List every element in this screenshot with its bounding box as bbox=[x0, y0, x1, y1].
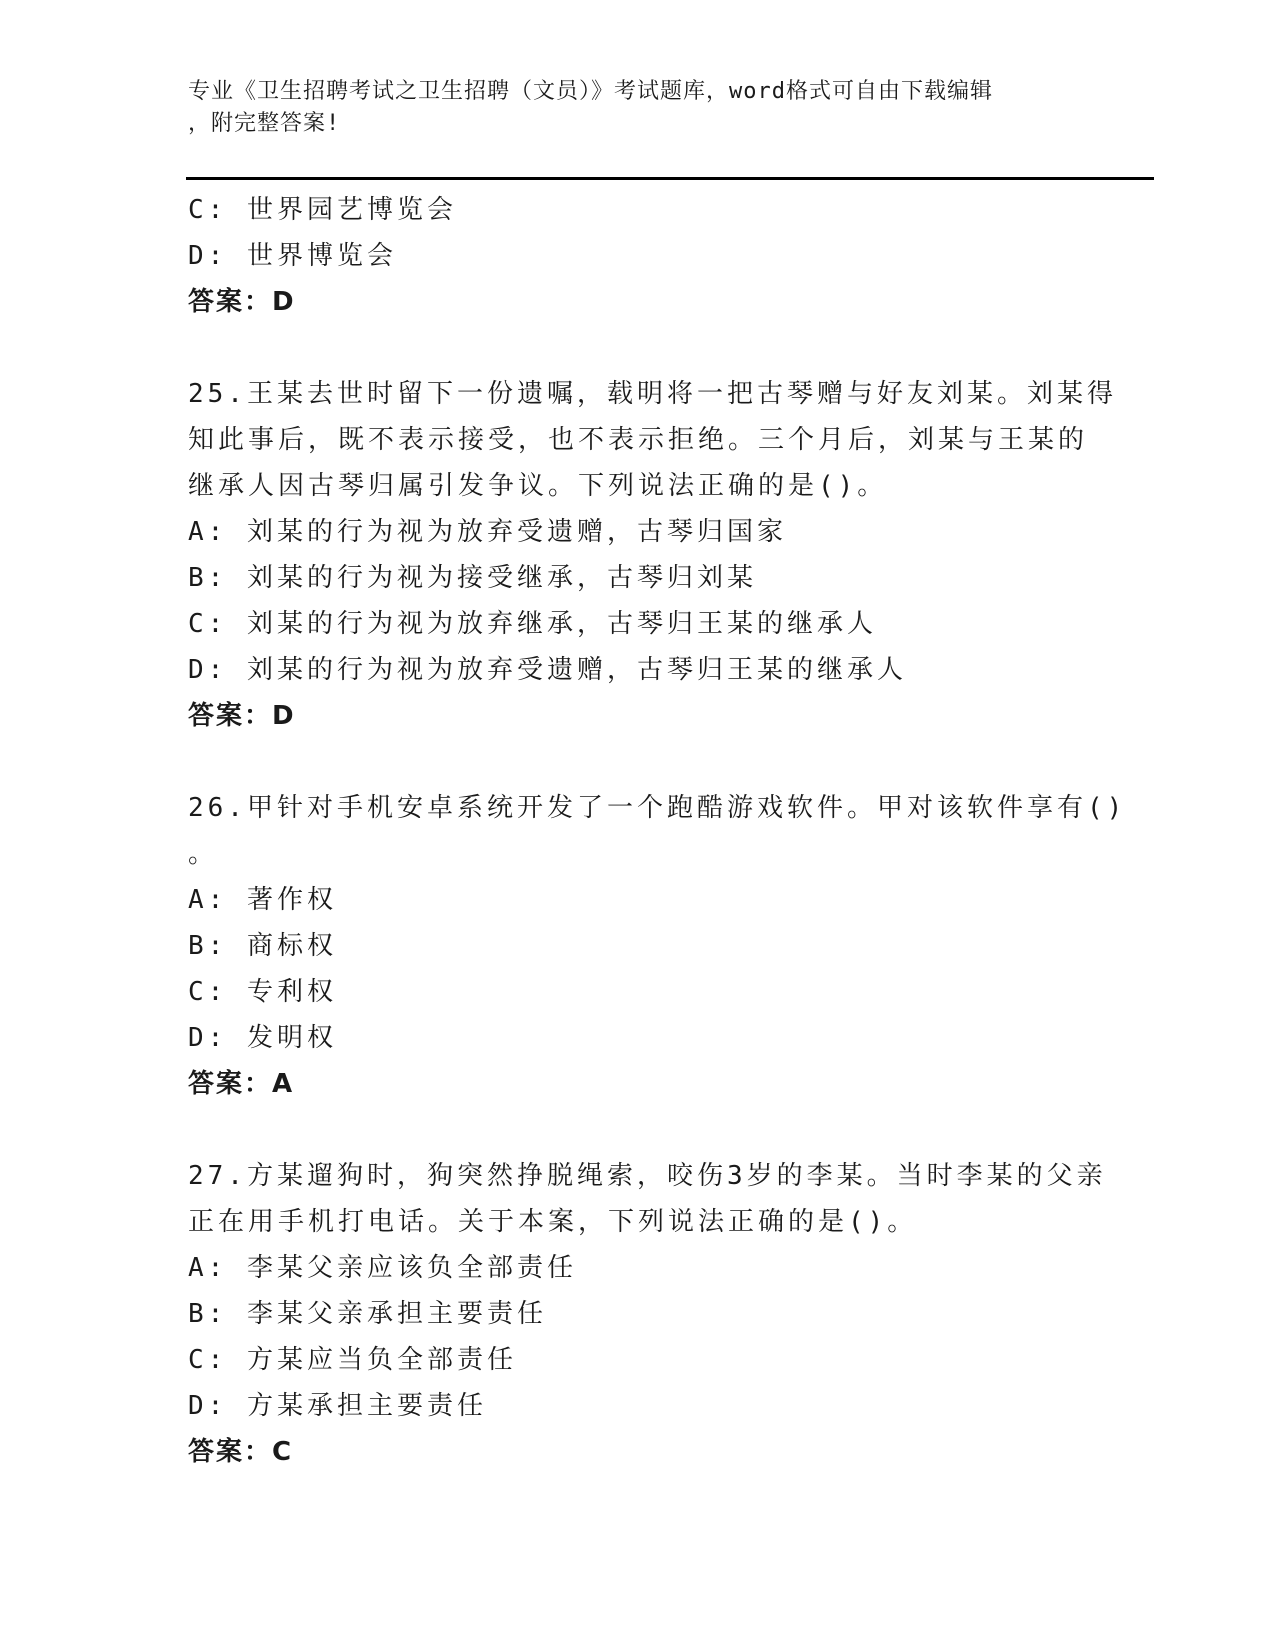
header-line-1: 专业《卫生招聘考试之卫生招聘（文员）》考试题库，word格式可自由下载编辑 bbox=[188, 79, 993, 104]
answer-line: 答案：D bbox=[188, 701, 296, 731]
option-c: C: 专利权 bbox=[188, 977, 337, 1007]
option-c: C: 世界园艺博览会 bbox=[188, 195, 457, 225]
option-b: B: 李某父亲承担主要责任 bbox=[188, 1299, 547, 1329]
option-b: B: 刘某的行为视为接受继承，古琴归刘某 bbox=[188, 563, 757, 593]
question-stem-line: 正在用手机打电话。关于本案，下列说法正确的是()。 bbox=[188, 1207, 918, 1237]
option-c: C: 方某应当负全部责任 bbox=[188, 1345, 517, 1375]
header-line-2: ，附完整答案! bbox=[188, 111, 341, 136]
answer-line: 答案：A bbox=[188, 1069, 295, 1099]
question-26 bbox=[188, 785, 1127, 1107]
option-a: A: 著作权 bbox=[188, 885, 337, 915]
option-c: C: 刘某的行为视为放弃继承，古琴归王某的继承人 bbox=[188, 609, 877, 639]
question-stem-line: 继承人因古琴归属引发争议。下列说法正确的是()。 bbox=[188, 471, 888, 501]
option-d: D: 世界博览会 bbox=[188, 241, 397, 271]
question-25 bbox=[188, 371, 1117, 739]
answer-line: 答案：D bbox=[188, 287, 296, 317]
document-header bbox=[188, 76, 1068, 140]
option-a: A: 刘某的行为视为放弃受遗赠，古琴归国家 bbox=[188, 517, 787, 547]
spacer bbox=[188, 739, 1088, 785]
header-divider bbox=[186, 177, 1154, 180]
question-stem-line: 26.甲针对手机安卓系统开发了一个跑酷游戏软件。甲对该软件享有() bbox=[188, 793, 1127, 823]
option-b: B: 商标权 bbox=[188, 931, 337, 961]
option-d: D: 发明权 bbox=[188, 1023, 337, 1053]
spacer bbox=[188, 325, 1088, 371]
option-d: D: 方某承担主要责任 bbox=[188, 1391, 487, 1421]
question-list bbox=[188, 187, 1127, 1475]
answer-line: 答案：C bbox=[188, 1437, 294, 1467]
spacer bbox=[188, 1107, 1088, 1153]
question-stem-line: 知此事后，既不表示接受，也不表示拒绝。三个月后，刘某与王某的 bbox=[188, 425, 1089, 455]
option-a: A: 李某父亲应该负全部责任 bbox=[188, 1253, 577, 1283]
question-stem-line: 25.王某去世时留下一份遗嘱，载明将一把古琴赠与好友刘某。刘某得 bbox=[188, 379, 1117, 409]
question-stem-line: 。 bbox=[188, 839, 219, 869]
option-d: D: 刘某的行为视为放弃受遗赠，古琴归王某的继承人 bbox=[188, 655, 907, 685]
question-27 bbox=[188, 1153, 1107, 1475]
question-stem-line: 27.方某遛狗时，狗突然挣脱绳索，咬伤3岁的李某。当时李某的父亲 bbox=[188, 1161, 1107, 1191]
